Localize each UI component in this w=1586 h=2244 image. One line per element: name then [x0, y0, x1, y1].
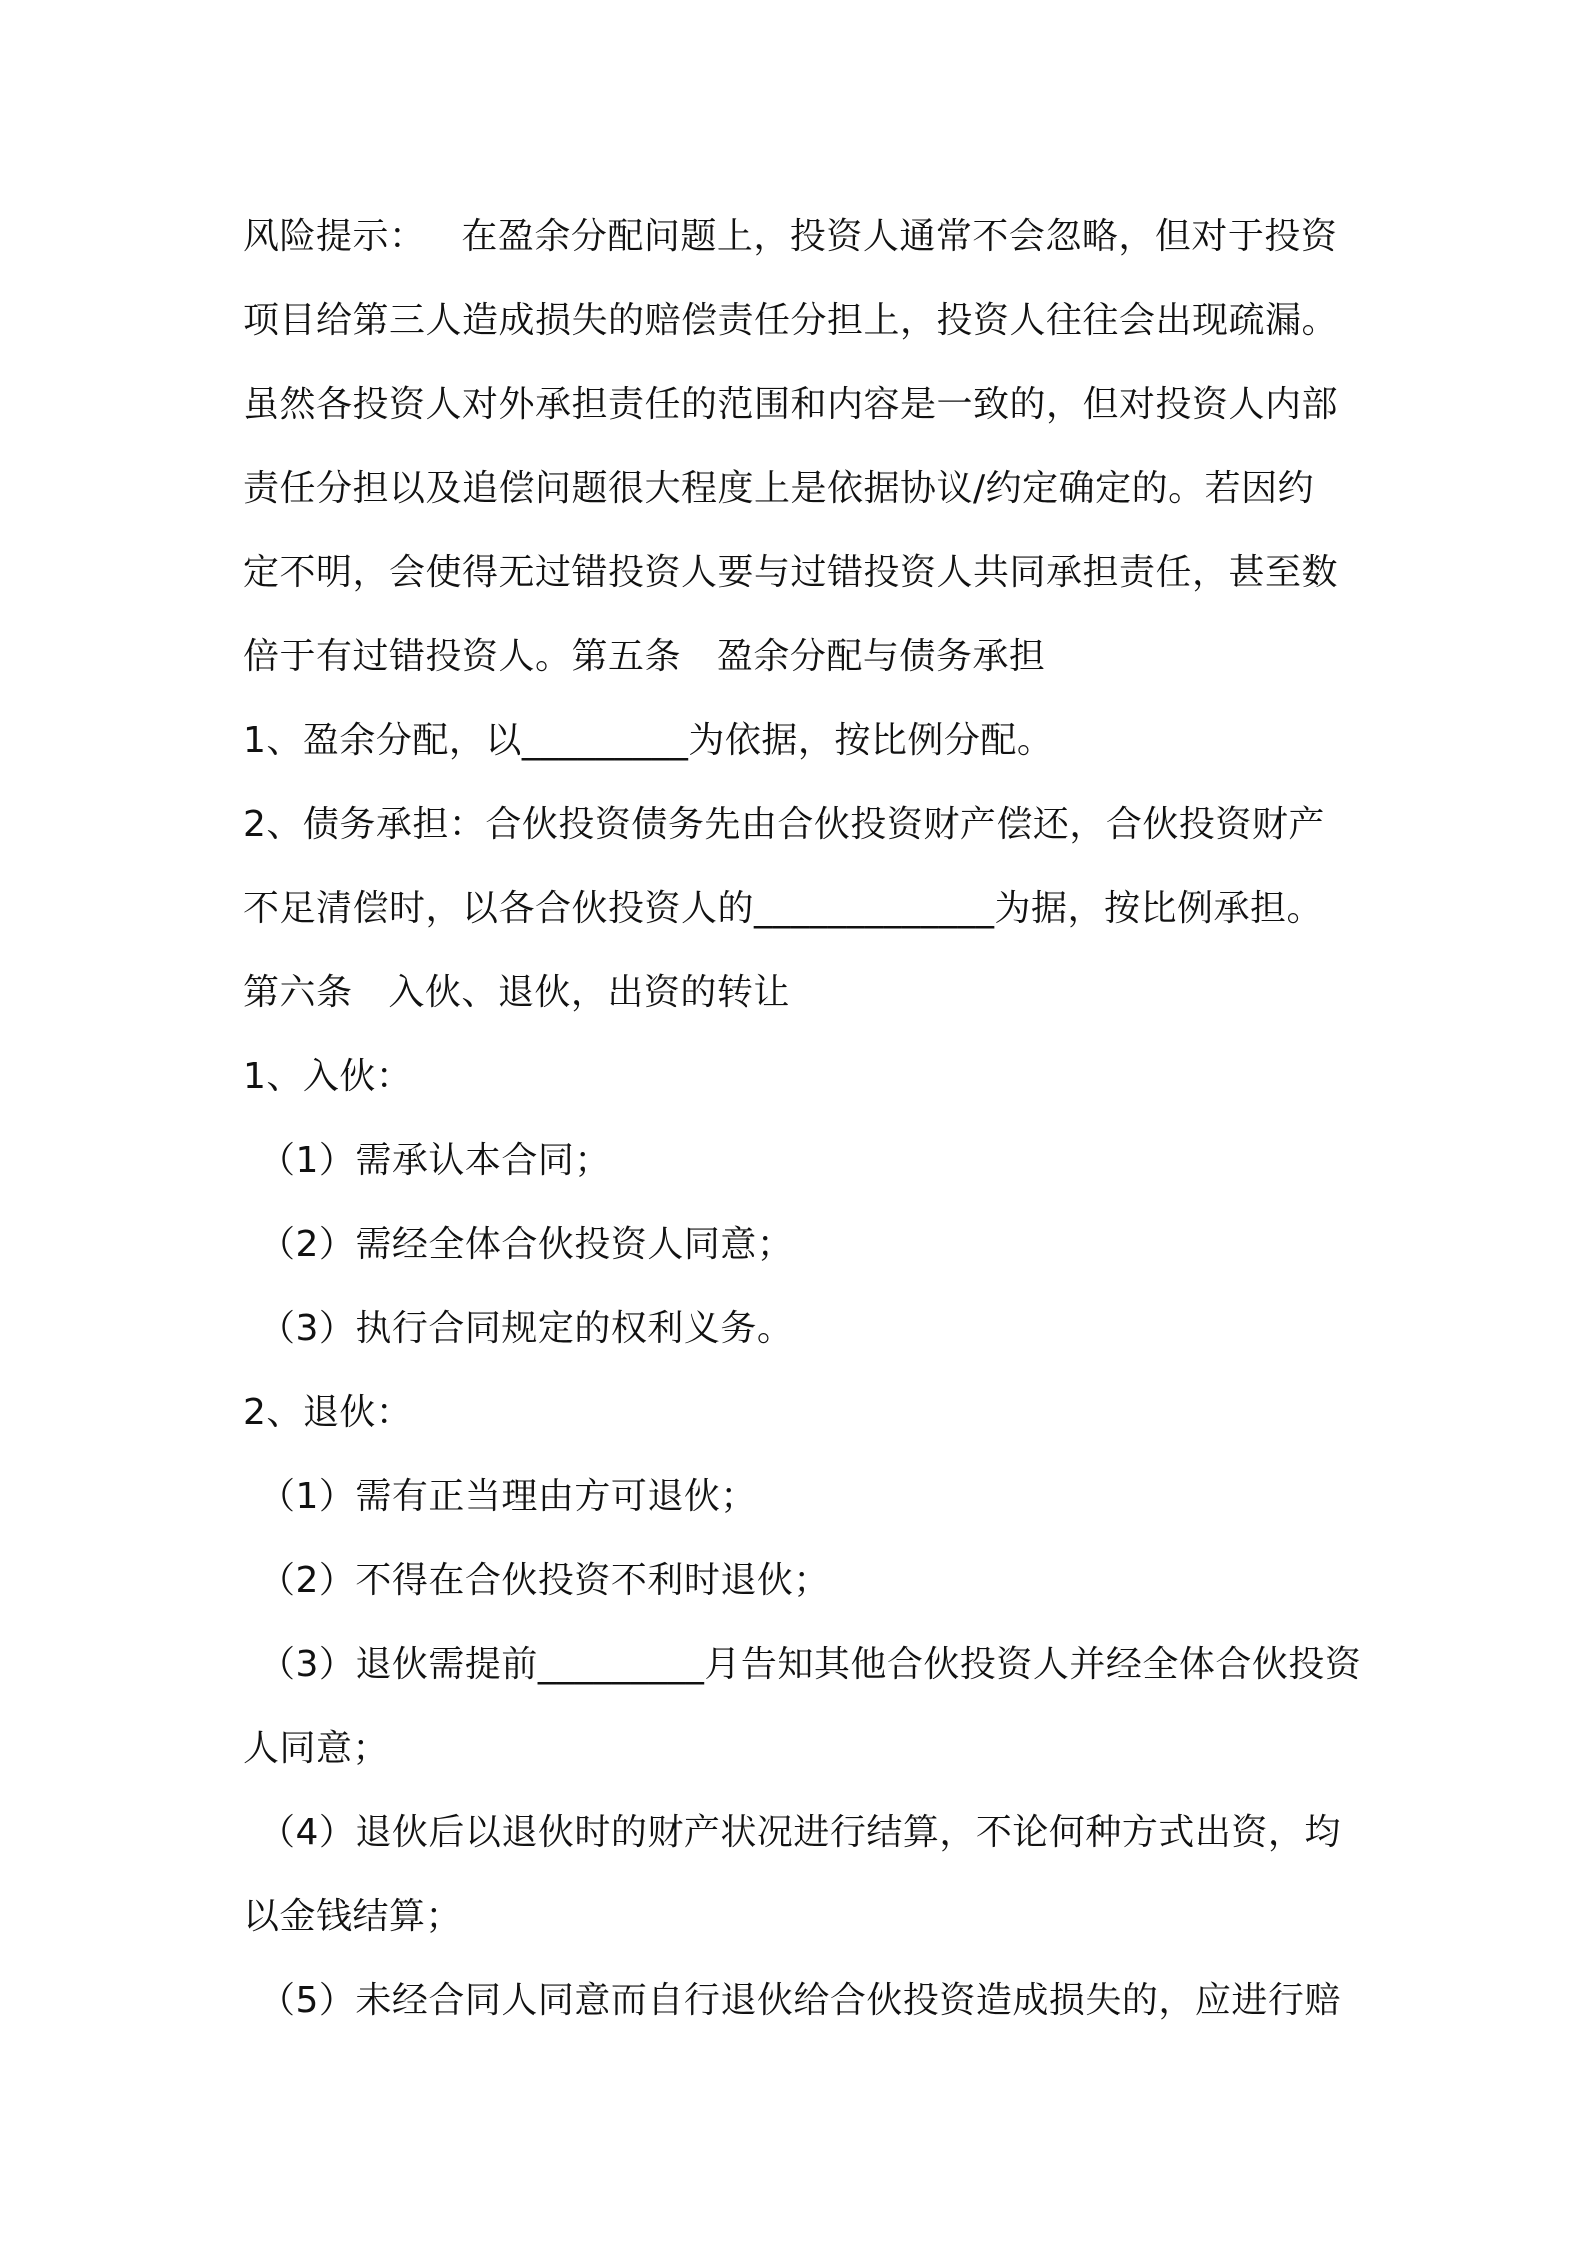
joining-item-2: （2）需经全体合伙投资人同意； [259, 1224, 794, 1265]
withdrawal-item-3-line-2: 人同意； [243, 1728, 390, 1769]
withdrawal-item-5-line-1: （5）未经合同人同意而自行退伙给合伙投资造成损失的，应进行赔 [259, 1980, 1341, 2021]
debt-clause-line-1: 2、债务承担：合伙投资债务先由合伙投资财产偿还，合伙投资财产 [243, 804, 1325, 845]
debt-clause-line-2: 不足清偿时，以各合伙投资人的_____________为据，按比例承担。 [243, 888, 1324, 929]
profit-distribution-clause: 1、盈余分配，以_________为依据，按比例分配。 [243, 720, 1054, 761]
withdrawal-item-2: （2）不得在合伙投资不利时退伙； [259, 1560, 830, 1601]
withdrawal-heading: 2、退伙： [243, 1392, 413, 1433]
article-5-heading-line: 倍于有过错投资人。第五条 盈余分配与债务承担 [243, 636, 1046, 677]
withdrawal-item-1: （1）需有正当理由方可退伙； [259, 1476, 757, 1517]
joining-heading: 1、入伙： [243, 1056, 413, 1097]
article-6-heading: 第六条 入伙、退伙，出资的转让 [243, 972, 790, 1013]
paragraph-risk-line-4: 责任分担以及追偿问题很大程度上是依据协议/约定确定的。若因约 [243, 468, 1315, 509]
joining-item-1: （1）需承认本合同； [259, 1140, 611, 1181]
paragraph-risk-line-1: 风险提示： 在盈余分配问题上，投资人通常不会忽略，但对于投资 [243, 216, 1338, 257]
paragraph-risk-line-5: 定不明，会使得无过错投资人要与过错投资人共同承担责任，甚至数 [243, 552, 1339, 593]
paragraph-risk-line-3: 虽然各投资人对外承担责任的范围和内容是一致的，但对投资人内部 [243, 384, 1339, 425]
document-body [243, 195, 1361, 2043]
withdrawal-item-4-line-1: （4）退伙后以退伙时的财产状况进行结算，不论何种方式出资，均 [259, 1812, 1341, 1853]
joining-item-3: （3）执行合同规定的权利义务。 [259, 1308, 794, 1349]
withdrawal-item-4-line-2: 以金钱结算； [243, 1896, 463, 1937]
withdrawal-item-3-line-1: （3）退伙需提前_________月告知其他合伙投资人并经全体合伙投资 [259, 1644, 1362, 1685]
paragraph-risk-line-2: 项目给第三人造成损失的赔偿责任分担上，投资人往往会出现疏漏。 [243, 300, 1339, 341]
